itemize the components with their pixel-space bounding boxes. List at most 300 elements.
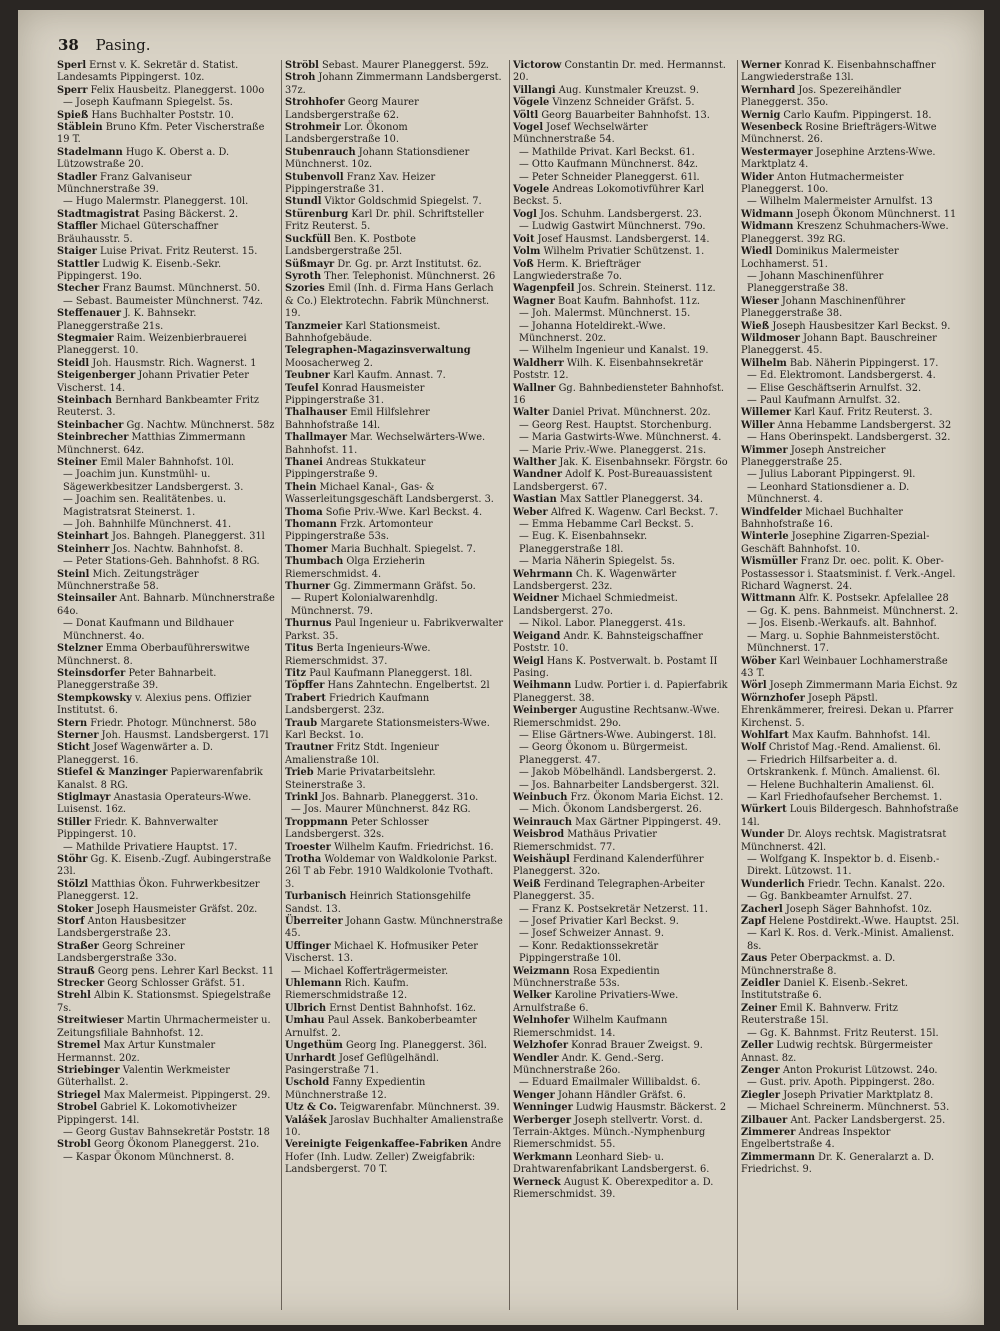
entry-details: August K. Oberexpeditor a. D. Riemerschmidst. 39. xyxy=(513,1176,714,1200)
entry-details: Margarete Stationsmeisters-Wwe. Karl Beckst. 1o. xyxy=(285,717,490,741)
entry-details: Paul Kaufmann Planeggerst. 18l. xyxy=(309,667,473,679)
directory-entry xyxy=(285,742,504,767)
entry-surname: Stremel xyxy=(57,1040,101,1052)
entry-details: — Elise Geschäftserin Arnulfst. 32. xyxy=(747,382,922,394)
directory-entry xyxy=(513,221,732,233)
entry-details: Matthias Ökon. Fuhrwerkbesitzer Planeggerst. 12. xyxy=(57,878,260,903)
directory-entry xyxy=(285,209,504,234)
entry-surname: Überreiter xyxy=(285,916,343,928)
directory-entry xyxy=(741,1102,961,1114)
entry-details: Friedr. Techn. Kanalst. 22o. xyxy=(807,878,946,890)
directory-entry xyxy=(513,172,732,184)
directory-entry xyxy=(513,1152,732,1177)
entry-details: Aug. Kunstmaler Kreuzst. 9. xyxy=(558,84,700,96)
entry-details: — Eug. K. Eisenbahnsekr. Planeggerstraße 18l. xyxy=(519,531,648,555)
entry-details: Johann Gastw. Münchnerstraße 45. xyxy=(285,916,503,940)
directory-entry xyxy=(741,928,961,953)
entry-surname: Storf xyxy=(57,916,85,928)
directory-entry xyxy=(57,593,276,618)
directory-entry xyxy=(285,593,504,618)
entry-surname: Steinl xyxy=(57,568,90,580)
entry-surname: Tanzmeier xyxy=(285,320,343,332)
entry-surname: Thoma xyxy=(285,506,323,518)
entry-surname: Vögele xyxy=(513,97,550,109)
directory-entry xyxy=(513,234,732,246)
entry-details: — Karl K. Ros. d. Verk.-Minist. Amalienst. 8s. xyxy=(747,928,955,952)
directory-entry xyxy=(741,606,961,618)
entry-details: Andr. K. Gend.-Serg. Münchnerstraße 26o. xyxy=(513,1052,664,1076)
entry-details: Martin Uhrmachermeister u. Zeitungsfiliale Bahnhofst. 12. xyxy=(57,1015,271,1039)
directory-entry xyxy=(57,569,276,594)
directory-entry xyxy=(513,780,732,792)
entry-surname: Wimmer xyxy=(741,444,788,456)
directory-entry xyxy=(285,978,504,1003)
directory-entry xyxy=(57,1040,276,1065)
entry-details: Ludw. Portier i. d. Papierfabrik Planeggerst. 38. xyxy=(513,680,728,704)
directory-entry xyxy=(741,482,961,507)
directory-entry xyxy=(285,383,504,408)
entry-details: Adolf K. Post-Bureauassistent Landsbergerst. 67. xyxy=(513,469,713,493)
directory-entry xyxy=(57,544,276,556)
entry-details: Georg Schlosser Gräfst. 51. xyxy=(107,978,245,990)
entry-details: Hans Zahntechn. Engelbertst. 2l xyxy=(327,680,490,692)
entry-details: Joseph Zimmermann Maria Eichst. 9z xyxy=(769,680,958,692)
entry-details: Josef Wechselwärter Münchnerstraße 54. xyxy=(513,122,648,146)
entry-surname: Zimmermann xyxy=(741,1151,815,1163)
entry-details: — Gg. K. pens. Bahnmeist. Münchnerst. 2. xyxy=(747,605,959,617)
entry-details: — Maria Näherin Spiegelst. 5s. xyxy=(519,556,675,568)
directory-entry xyxy=(57,742,276,767)
directory-entry xyxy=(741,742,961,754)
column-4 xyxy=(738,60,966,1310)
directory-entry xyxy=(285,370,504,382)
directory-entry xyxy=(741,1065,961,1077)
entry-details: Andre Hofer (Inh. Ludw. Zeller) Zweigfabrik: Landsbergerst. 70 T. xyxy=(285,1139,502,1176)
page-number: 38 xyxy=(58,36,79,54)
directory-entry xyxy=(513,1015,732,1040)
entry-surname: Werberger xyxy=(513,1114,572,1126)
entry-surname: Troppmann xyxy=(285,816,348,828)
directory-entry xyxy=(57,395,276,420)
entry-surname: Thurnus xyxy=(285,618,332,630)
entry-surname: Walther xyxy=(513,457,557,468)
directory-entry xyxy=(285,1139,504,1176)
directory-entry xyxy=(513,420,732,432)
directory-entry xyxy=(741,1115,961,1127)
entry-details: Olga Erzieherin Riemerschmidst. 4. xyxy=(285,556,425,580)
entry-surname: Villangi xyxy=(513,84,556,96)
entry-surname: Würkert xyxy=(741,804,787,816)
directory-entry xyxy=(513,184,732,209)
entry-surname: Voß xyxy=(513,258,534,270)
directory-entry xyxy=(741,445,961,470)
entry-details: — Ludwig Gastwirt Münchnerst. 79o. xyxy=(519,221,706,233)
page-title: Pasing. xyxy=(95,36,151,54)
entry-surname: Weinbuch xyxy=(513,791,568,803)
directory-entry xyxy=(741,383,961,395)
directory-entry xyxy=(285,345,504,370)
entry-details: Franz Baumst. Münchnerst. 50. xyxy=(102,283,261,295)
entry-surname: Westermayer xyxy=(741,146,813,158)
directory-entry xyxy=(741,891,961,903)
entry-surname: Wastian xyxy=(513,494,557,506)
entry-details: Max Malermeist. Pippingerst. 29. xyxy=(103,1089,271,1101)
entry-details: Wilhelm Kaufm. Friedrichst. 16. xyxy=(334,841,494,853)
directory-entry xyxy=(741,147,961,172)
entry-surname: Wernig xyxy=(741,109,781,121)
directory-entry xyxy=(741,122,961,147)
entry-details: Jos. Bahnarb. Planeggerst. 31o. xyxy=(321,791,479,803)
directory-entry xyxy=(285,767,504,792)
entry-details: Ferdinand Telegraphen-Arbeiter Planeggerst. 35. xyxy=(513,878,705,903)
directory-entry xyxy=(285,693,504,718)
directory-entry xyxy=(285,966,504,978)
entry-details: Andreas Inspektor Engelbertstraße 4. xyxy=(741,1126,891,1151)
entry-surname: Wieß xyxy=(741,320,770,332)
entry-surname: Stäblein xyxy=(57,122,103,134)
entry-surname: Stiefel & Manzinger xyxy=(57,767,168,779)
entry-details: Gg. K. Eisenb.-Zugf. Aubingerstraße 23l. xyxy=(57,854,272,878)
entry-details: — Joh. Bahnhilfe Münchnerst. 41. xyxy=(63,519,232,531)
entry-surname: Weber xyxy=(513,506,548,518)
directory-entry xyxy=(513,407,732,419)
entry-surname: Wehrmann xyxy=(513,568,573,580)
entry-details: Lor. Ökonom Landsbergerstraße 10. xyxy=(285,122,408,146)
entry-details: Peter Oberpackmst. a. D. Münchnerstraße 8. xyxy=(741,953,896,977)
entry-details: Max Sattler Planeggerst. 34. xyxy=(559,494,703,506)
entry-surname: Telegraphen-Magazinsverwaltung xyxy=(285,345,471,357)
directory-entry xyxy=(741,507,961,532)
entry-details: — Georg Gustav Bahnsekretär Poststr. 18 xyxy=(63,1126,270,1138)
entry-details: Heinrich Stationsgehilfe Sandst. 13. xyxy=(285,891,471,915)
entry-details: — Jos. Maurer Münchnerst. 84z RG. xyxy=(291,804,471,816)
directory-entry xyxy=(57,1090,276,1102)
entry-surname: Steffenauer xyxy=(57,308,122,320)
directory-entry xyxy=(513,593,732,618)
directory-entry xyxy=(285,321,504,346)
entry-surname: Wenninger xyxy=(513,1102,573,1114)
directory-entry xyxy=(741,755,961,780)
directory-entry xyxy=(741,1028,961,1040)
entry-details: Bab. Näherin Pippingerst. 17. xyxy=(789,357,939,369)
directory-entry xyxy=(513,1077,732,1089)
entry-surname: Steinbach xyxy=(57,394,112,406)
entry-surname: Teufel xyxy=(285,382,319,394)
entry-details: Max Artur Kunstmaler Hermannst. 20z. xyxy=(57,1040,216,1064)
directory-entry xyxy=(741,978,961,1003)
directory-entry xyxy=(57,1139,276,1151)
entry-surname: Sperl xyxy=(57,60,87,71)
entry-surname: Stegmaier xyxy=(57,332,114,344)
directory-entry xyxy=(285,916,504,941)
entry-details: Josef Hausmst. Landsbergerst. 14. xyxy=(537,233,710,245)
entry-details: Georg Ökonom Planeggerst. 21o. xyxy=(94,1139,260,1151)
entry-details: Johann Privatier Peter Vischerst. 14. xyxy=(57,370,249,394)
directory-entry xyxy=(513,854,732,879)
directory-entry xyxy=(741,209,961,221)
entry-details: Mar. Wechselwärters-Wwe. Bahnhofst. 11. xyxy=(285,432,486,456)
entry-surname: Strecker xyxy=(57,978,105,990)
directory-entry xyxy=(741,618,961,630)
entry-details: Augustine Rechtsanw.-Wwe. Riemerschmidst. 29o. xyxy=(513,705,720,729)
entry-details: — Kaspar Ökonom Münchnerst. 8. xyxy=(63,1151,235,1163)
entry-surname: Wandner xyxy=(513,469,562,481)
entry-surname: Zaus xyxy=(741,953,768,965)
entry-surname: Stoker xyxy=(57,903,94,915)
entry-details: Joseph Ökonom Münchnerst. 11 xyxy=(796,208,957,220)
directory-entry xyxy=(57,978,276,990)
entry-surname: Troester xyxy=(285,841,331,853)
directory-entry xyxy=(285,457,504,482)
entry-details: — Paul Kaufmann Arnulfst. 32. xyxy=(747,394,901,406)
directory-entry xyxy=(57,432,276,457)
entry-surname: Szories xyxy=(285,283,325,295)
entry-surname: Titz xyxy=(285,667,307,679)
entry-surname: Stecher xyxy=(57,283,100,295)
entry-surname: Trinkl xyxy=(285,791,319,803)
directory-entry xyxy=(57,209,276,221)
directory-entry xyxy=(513,122,732,147)
entry-details: Johann Maschinenführer Planeggerstraße 38. xyxy=(741,295,906,320)
directory-entry xyxy=(57,1015,276,1040)
directory-entry xyxy=(741,531,961,556)
entry-surname: Stern xyxy=(57,717,88,729)
entry-details: — Joh. Malermst. Münchnerst. 15. xyxy=(519,308,691,320)
entry-details: Rich. Kaufm. Riemerschmidstraße 12. xyxy=(285,978,409,1002)
entry-surname: Steinbacher xyxy=(57,419,124,431)
directory-entry xyxy=(741,1090,961,1102)
entry-surname: Strauß xyxy=(57,965,95,977)
entry-details: — Rupert Kolonialwarenhdlg. Münchnerst. 79. xyxy=(291,593,438,617)
entry-details: Franz Galvaniseur Münchnerstraße 39. xyxy=(57,171,192,196)
directory-entry xyxy=(57,519,276,531)
directory-entry xyxy=(57,457,276,469)
entry-details: Georg Schreiner Landsbergerstraße 33o. xyxy=(57,940,185,965)
directory-entry xyxy=(741,246,961,271)
entry-surname: Windfelder xyxy=(741,506,802,518)
entry-surname: Vogele xyxy=(513,184,550,196)
entry-surname: Zimmerer xyxy=(741,1126,796,1138)
entry-details: Luise Privat. Fritz Reuterst. 15. xyxy=(100,246,258,258)
directory-entry xyxy=(513,829,732,854)
directory-entry xyxy=(513,656,732,681)
directory-entry xyxy=(513,1090,732,1102)
entry-surname: Strohhofer xyxy=(285,97,345,109)
directory-entry xyxy=(513,345,732,357)
directory-entry xyxy=(741,370,961,382)
entry-details: — Elise Gärtners-Wwe. Aubingerst. 18l. xyxy=(519,729,717,741)
entry-details: Fanny Expedientin Münchnerstraße 12. xyxy=(285,1077,426,1101)
entry-surname: Wilhelm xyxy=(741,357,787,369)
directory-entry xyxy=(285,680,504,692)
entry-details: Anton Hausbesitzer Landsbergerstraße 23. xyxy=(57,916,186,940)
entry-surname: Sperr xyxy=(57,84,88,96)
entry-details: — Karl Friedhofaufseher Berchemst. 1. xyxy=(747,791,943,803)
directory-entry xyxy=(741,432,961,444)
directory-entry xyxy=(285,854,504,891)
directory-entry xyxy=(57,296,276,308)
entry-details: — Eduard Emailmaler Willibaldst. 6. xyxy=(519,1077,701,1089)
directory-entry xyxy=(57,990,276,1015)
directory-entry xyxy=(285,842,504,854)
entry-surname: Steinsdorfer xyxy=(57,667,126,679)
directory-entry xyxy=(741,1152,961,1177)
entry-details: Anna Hebamme Landsbergerst. 32 xyxy=(777,419,952,431)
entry-details: Josef Wagenwärter a. D. Planeggerst. 16. xyxy=(57,742,214,766)
entry-details: — Mathilde Privatiere Hauptst. 17. xyxy=(63,841,238,853)
entry-details: — Peter Stations-Geh. Bahnhofst. 8 RG. xyxy=(63,556,260,568)
directory-entry xyxy=(741,469,961,481)
directory-entry xyxy=(741,631,961,656)
directory-entry xyxy=(741,879,961,891)
entry-surname: Steiner xyxy=(57,457,98,468)
directory-entry xyxy=(513,817,732,829)
entry-details: — Marie Priv.-Wwe. Planeggerst. 21s. xyxy=(519,444,707,456)
entry-details: Hugo K. Oberst a. D. Lützowstraße 20. xyxy=(57,146,230,171)
entry-details: Teigwarenfabr. Münchnerst. 39. xyxy=(340,1102,500,1114)
entry-surname: Stölzl xyxy=(57,878,89,890)
entry-details: Christof Mag.-Rend. Amalienst. 6l. xyxy=(768,742,941,754)
directory-entry xyxy=(57,333,276,358)
entry-details: Andreas Stukkateur Pippingerstraße 9. xyxy=(285,457,426,481)
directory-entry xyxy=(285,259,504,271)
entry-surname: Wendler xyxy=(513,1052,559,1064)
entry-details: Karl Kauf. Fritz Reuterst. 3. xyxy=(794,407,933,419)
directory-entry xyxy=(513,147,732,159)
entry-surname: Wittmann xyxy=(741,593,796,605)
directory-entry xyxy=(57,842,276,854)
entry-details: Karl Stationsmeist. Bahnhofgebäude. xyxy=(285,320,441,344)
entry-details: Ther. Telephonist. Münchnerst. 26 xyxy=(324,270,496,282)
directory-entry xyxy=(285,581,504,593)
entry-surname: Wöber xyxy=(741,655,776,667)
entry-details: Viktor Goldschmid Spiegelst. 7. xyxy=(324,196,482,208)
entry-surname: Weizmann xyxy=(513,965,570,977)
directory-entry xyxy=(513,507,732,519)
entry-details: Michael Kanal-, Gas- & Wasserleitungsgeschäft Landsbergerst. 3. xyxy=(285,481,494,506)
directory-entry xyxy=(285,718,504,743)
entry-details: Karl Weinbauer Lochhamerstraße 43 T. xyxy=(741,655,948,679)
column-1 xyxy=(54,60,282,1310)
entry-surname: Stelzner xyxy=(57,643,103,655)
directory-page xyxy=(18,10,984,1325)
entry-surname: Strobl xyxy=(57,1139,91,1151)
entry-details: Gg. Zimmermann Gräfst. 5o. xyxy=(333,581,476,593)
entry-surname: Stempkowsky xyxy=(57,692,132,704)
entry-surname: Wallner xyxy=(513,382,556,394)
directory-entry xyxy=(57,767,276,792)
entry-surname: Zacherl xyxy=(741,903,783,915)
directory-entry xyxy=(513,432,732,444)
entry-details: Michael Schmiedmeist. Landsbergerst. 27o. xyxy=(513,593,678,617)
entry-surname: Vogel xyxy=(513,122,544,134)
entry-details: Sebast. Maurer Planeggerst. 59z. xyxy=(322,60,489,71)
entry-surname: Uhlemann xyxy=(285,978,342,990)
directory-entry xyxy=(513,97,732,109)
entry-details: — Gg. Bankbeamter Arnulfst. 27. xyxy=(747,891,913,903)
entry-details: Josephine Arztens-Wwe. Marktplatz 4. xyxy=(741,146,936,171)
entry-surname: Strehl xyxy=(57,990,91,1002)
entry-surname: Wiedl xyxy=(741,246,773,258)
directory-entry xyxy=(513,1053,732,1078)
entry-details: — Helene Buchhalterin Amalienst. 6l. xyxy=(747,779,935,791)
page-header xyxy=(58,36,151,54)
entry-details: Emil (Inh. d. Firma Hans Gerlach & Co.) Elektrotechn. Fabrik Münchnerst. 19. xyxy=(285,283,494,320)
directory-entry xyxy=(57,618,276,643)
entry-details: — Josef Privatier Karl Beckst. 9. xyxy=(519,916,679,928)
entry-surname: Trieb xyxy=(285,767,314,779)
directory-entry xyxy=(513,494,732,506)
entry-surname: Zapf xyxy=(741,916,766,928)
directory-entry xyxy=(57,60,276,85)
entry-details: Mich. Zeitungsträger Münchnerstraße 58. xyxy=(57,568,199,593)
entry-details: — Johann Maschinenführer Planeggerstraße 38. xyxy=(747,270,884,295)
directory-entry xyxy=(57,730,276,742)
directory-entry xyxy=(741,804,961,829)
entry-surname: Weigand xyxy=(513,630,561,642)
entry-details: — Michael Kofferträgermeister. xyxy=(291,965,449,977)
entry-details: Ludwig rechtsk. Bürgermeister Annast. 8z. xyxy=(741,1040,933,1064)
entry-details: Konrad K. Eisenbahnschaffner Langwiederstraße 13l. xyxy=(741,60,936,84)
entry-details: Konrad Brauer Zweigst. 9. xyxy=(571,1040,703,1052)
directory-entry xyxy=(741,680,961,692)
entry-details: Karoline Privatiers-Wwe. Arnulfstraße 6. xyxy=(513,990,679,1014)
directory-entry xyxy=(741,1077,961,1089)
entry-details: Emil Maler Bahnhofst. 10l. xyxy=(100,457,235,468)
directory-entry xyxy=(57,246,276,258)
directory-entry xyxy=(57,531,276,543)
directory-entry xyxy=(57,283,276,295)
directory-entry xyxy=(285,60,504,72)
entry-details: Ch. K. Wagenwärter Landsbergerst. 23z. xyxy=(513,568,677,593)
entry-surname: Wolf xyxy=(741,742,766,754)
entry-details: Joseph Hausbesitzer Karl Beckst. 9. xyxy=(772,320,951,332)
entry-surname: Staiger xyxy=(57,246,97,258)
entry-surname: Striebinger xyxy=(57,1064,120,1076)
directory-entry xyxy=(57,904,276,916)
directory-entry xyxy=(57,172,276,197)
directory-entry xyxy=(741,916,961,928)
directory-entry xyxy=(285,544,504,556)
entry-details: Georg Ing. Planeggerst. 36l. xyxy=(346,1040,487,1052)
entry-details: — Johanna Hoteldirekt.-Wwe. Münchnerst. 20z. xyxy=(519,320,666,344)
entry-details: — Jakob Möbelhändl. Landsbergerst. 2. xyxy=(519,767,717,779)
entry-surname: Stadtmagistrat xyxy=(57,208,140,220)
entry-details: Ludwig K. Eisenb.-Sekr. Pippingerst. 19o. xyxy=(57,258,222,282)
directory-entry xyxy=(57,110,276,122)
entry-details: — Leonhard Stationsdiener a. D. Münchnerst. 4. xyxy=(747,481,910,506)
entry-surname: Steinhart xyxy=(57,531,109,543)
directory-entry xyxy=(57,420,276,432)
entry-details: Georg pens. Lehrer Karl Beckst. 11 xyxy=(97,965,275,977)
entry-details: Georg Maurer Landsbergerstraße 62. xyxy=(285,97,419,121)
directory-entry xyxy=(513,159,732,171)
entry-details: Josephine Zigarren-Spezial-Geschäft Bahnhofst. 10. xyxy=(741,531,930,555)
entry-details: Frz. Ökonom Maria Eichst. 12. xyxy=(570,791,724,803)
entry-details: Rosa Expedientin Münchnerstraße 53s. xyxy=(513,965,660,990)
entry-surname: Suckfüll xyxy=(285,233,331,245)
entry-surname: Voit xyxy=(513,233,535,245)
entry-details: Johann Stationsdiener Münchnerst. 10z. xyxy=(285,146,470,171)
directory-entry xyxy=(513,457,732,469)
entry-details: — Mich. Ökonom Landsbergerst. 26. xyxy=(519,804,702,816)
entry-details: Boat Kaufm. Bahnhofst. 11z. xyxy=(558,295,701,307)
directory-entry xyxy=(513,469,732,494)
directory-entry xyxy=(513,110,732,122)
entry-details: — Wolfgang K. Inspektor b. d. Eisenb.-Direkt. Lützowst. 11. xyxy=(747,854,940,878)
entry-surname: Wunderlich xyxy=(741,878,805,890)
entry-details: Alfred K. Wagenw. Carl Beckst. 7. xyxy=(550,506,719,518)
